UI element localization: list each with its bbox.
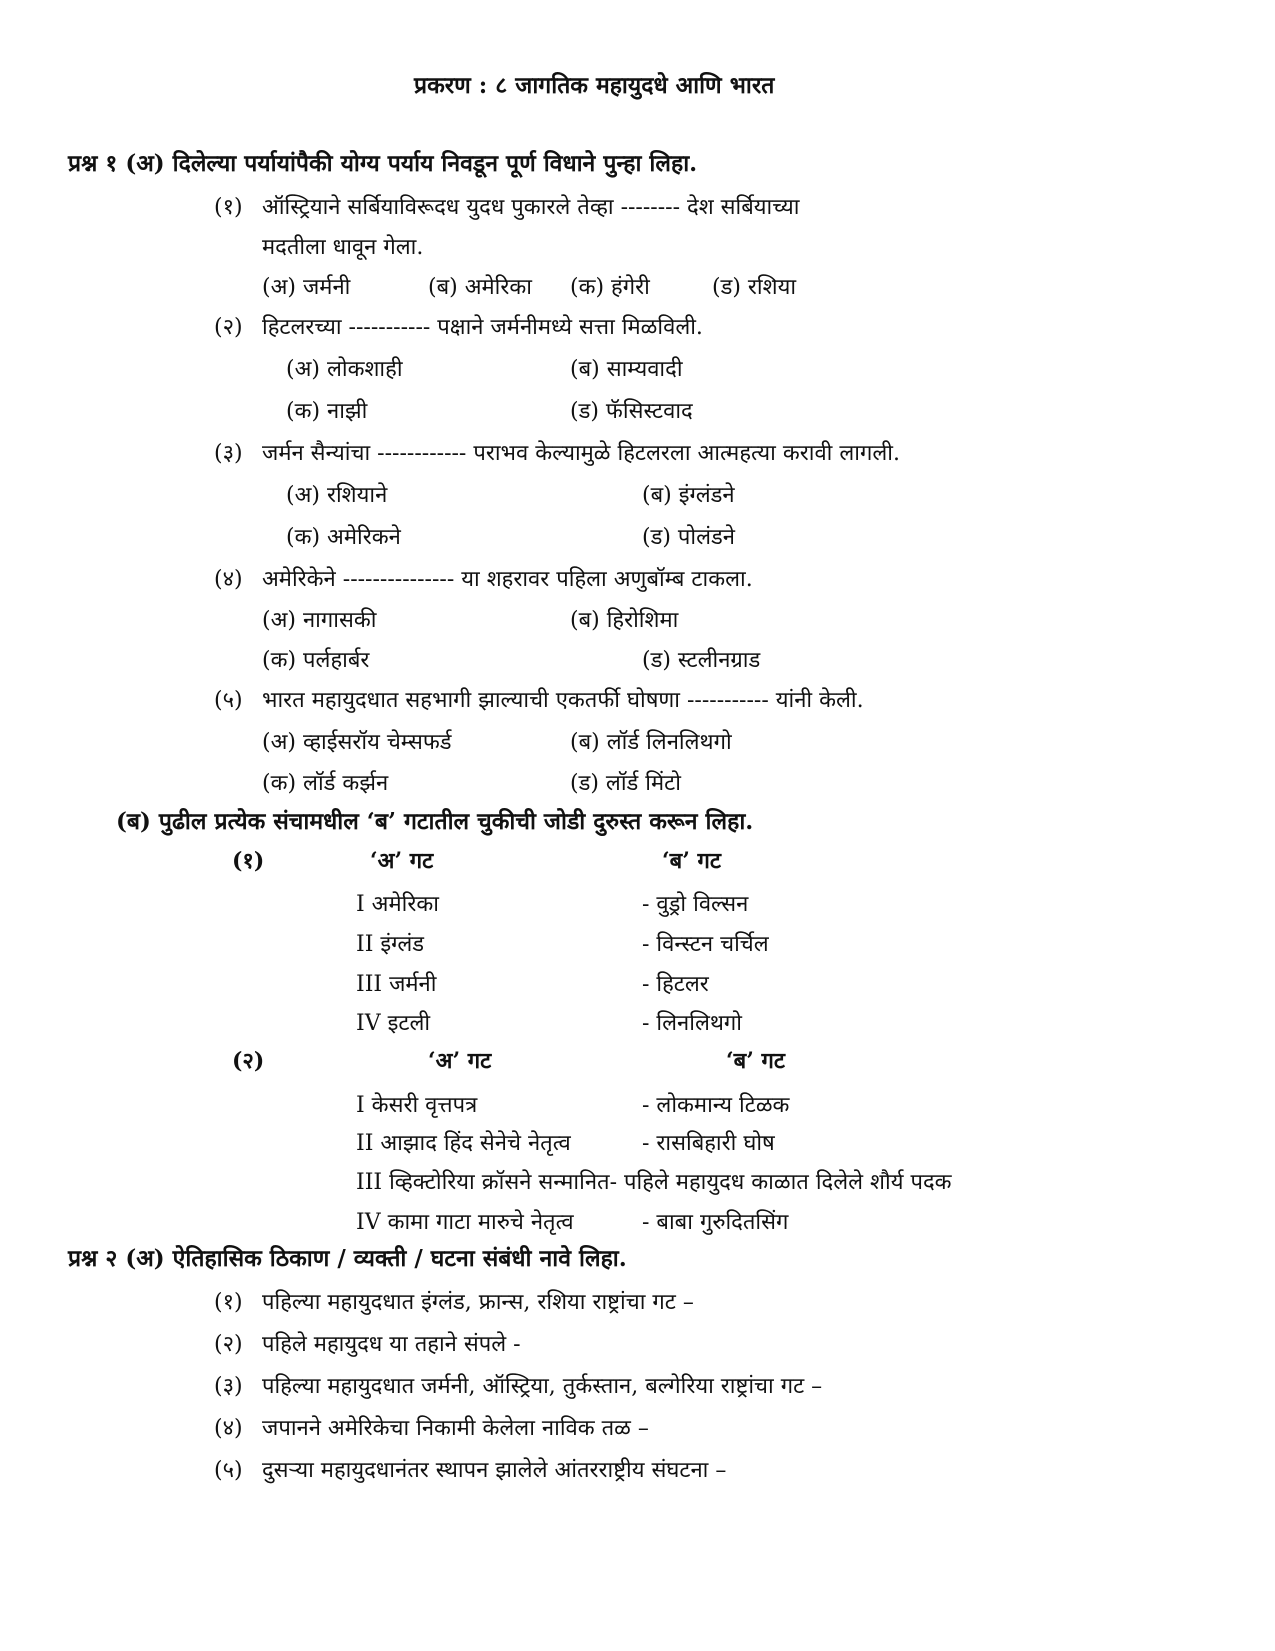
question-1a-heading: प्रश्न १ (अ) दिलेल्या पर्यायांपैकी योग्य पर्याय निवडून पूर्ण विधाने पुन्हा लिहा. [68, 150, 698, 177]
pair-b: - वुड्रो विल्सन [642, 892, 749, 917]
item-text: जपानने अमेरिकेचा निकामी केलेला नाविक तळ – [262, 1416, 649, 1441]
chapter-title: प्रकरण : ८ जागतिक महायुदधे आणि भारत [414, 72, 775, 99]
item-text: दुसऱ्या महायुदधानंतर स्थापन झालेले आंतरराष्ट्रीय संघटना – [262, 1458, 727, 1483]
item-text: पहिले महायुदध या तहाने संपले - [262, 1332, 521, 1357]
pair-b: - बाबा गुरुदितसिंग [642, 1210, 789, 1235]
pair-a: III व्हिक्टोरिया क्रॉसने सन्मानित- [356, 1170, 617, 1195]
option: (ड) लॉर्ड मिंटो [570, 771, 681, 796]
option: (अ) रशियाने [286, 483, 388, 508]
pair-a: I अमेरिका [356, 892, 439, 917]
option: (ड) पोलंडने [642, 525, 736, 550]
item-number: (५) [214, 688, 243, 713]
option: (ब) साम्यवादी [570, 357, 683, 382]
column-a-header: ‘अ’ गट [370, 848, 434, 874]
pair-a: I केसरी वृत्तपत्र [356, 1093, 478, 1118]
option: (क) पर्लहार्बर [262, 648, 370, 673]
item-text: भारत महायुदधात सहभागी झाल्याची एकतर्फी घोषणा ----------- यांनी केली. [262, 688, 864, 713]
option: (अ) नागासकी [262, 608, 377, 633]
item-number: (१) [214, 195, 243, 220]
option: (ब) इंग्लंडने [642, 483, 735, 508]
item-text: हिटलरच्या ----------- पक्षाने जर्मनीमध्ये सत्ता मिळविली. [262, 315, 703, 340]
question-2a-heading: प्रश्न २ (अ) ऐतिहासिक ठिकाण / व्यक्ती / घटना संबंधी नावे लिहा. [68, 1245, 627, 1272]
pair-a: II इंग्लंड [356, 932, 425, 957]
column-a-header: ‘अ’ गट [428, 1048, 492, 1074]
option: (अ) जर्मनी [262, 275, 351, 300]
pair-a: III जर्मनी [356, 972, 437, 997]
option: (ड) फॅसिस्टवाद [570, 399, 693, 424]
item-number: (२) [214, 1332, 243, 1357]
pair-a: IV इटली [356, 1011, 431, 1036]
option: (क) लॉर्ड कर्झन [262, 771, 389, 796]
item-number: (३) [214, 1374, 243, 1399]
item-number: (५) [214, 1458, 243, 1483]
item-text: पहिल्या महायुदधात जर्मनी, ऑस्ट्रिया, तुर्कस्तान, बल्गेरिया राष्ट्रांचा गट – [262, 1374, 823, 1399]
item-text: ऑस्ट्रियाने सर्बियाविरूदध युदध पुकारले तेव्हा -------- देश सर्बियाच्या [262, 195, 800, 220]
pair-b: - लोकमान्य टिळक [642, 1093, 790, 1118]
pair-b: पहिले महायुदध काळात दिलेले शौर्य पदक [624, 1170, 952, 1195]
pair-b: - रासबिहारी घोष [642, 1131, 775, 1156]
option: (क) नाझी [286, 399, 368, 424]
column-b-header: ‘ब’ गट [662, 848, 722, 874]
pair-a: IV कामा गाटा मारुचे नेतृत्व [356, 1210, 574, 1235]
option: (ड) रशिया [712, 275, 797, 300]
option: (अ) व्हाईसरॉय चेम्सफर्ड [262, 730, 452, 755]
option: (अ) लोकशाही [286, 357, 403, 382]
item-number: (२) [214, 315, 243, 340]
item-number: (१) [214, 1290, 243, 1315]
pair-b: - हिटलर [642, 972, 709, 997]
column-b-header: ‘ब’ गट [726, 1048, 786, 1074]
set-number: (१) [232, 848, 265, 874]
option: (ब) लॉर्ड लिनलिथगो [570, 730, 732, 755]
option: (ब) अमेरिका [428, 275, 532, 300]
pair-b: - लिनलिथगो [642, 1011, 743, 1036]
item-number: (४) [214, 567, 243, 592]
item-text-continued: मदतीला धावून गेला. [262, 235, 424, 260]
item-text: पहिल्या महायुदधात इंग्लंड, फ्रान्स, रशिया राष्ट्रांचा गट – [262, 1290, 694, 1315]
item-text: जर्मन सैन्यांचा ------------ पराभव केल्यामुळे हिटलरला आत्महत्या करावी लागली. [262, 441, 900, 466]
item-number: (३) [214, 441, 243, 466]
option: (क) हंगेरी [570, 275, 650, 300]
pair-b: - विन्स्टन चर्चिल [642, 932, 769, 957]
question-1b-heading: (ब) पुढील प्रत्येक संचामधील ‘ब’ गटातील चुकीची जोडी दुरुस्त करून लिहा. [116, 808, 754, 835]
option: (ब) हिरोशिमा [570, 608, 679, 633]
option: (ड) स्टलीनग्राड [642, 648, 761, 673]
item-number: (४) [214, 1416, 243, 1441]
item-text: अमेरिकेने --------------- या शहरावर पहिला अणुबॉम्ब टाकला. [262, 567, 753, 592]
pair-a: II आझाद हिंद सेनेचे नेतृत्व [356, 1131, 571, 1156]
option: (क) अमेरिकने [286, 525, 401, 550]
set-number: (२) [232, 1048, 265, 1074]
